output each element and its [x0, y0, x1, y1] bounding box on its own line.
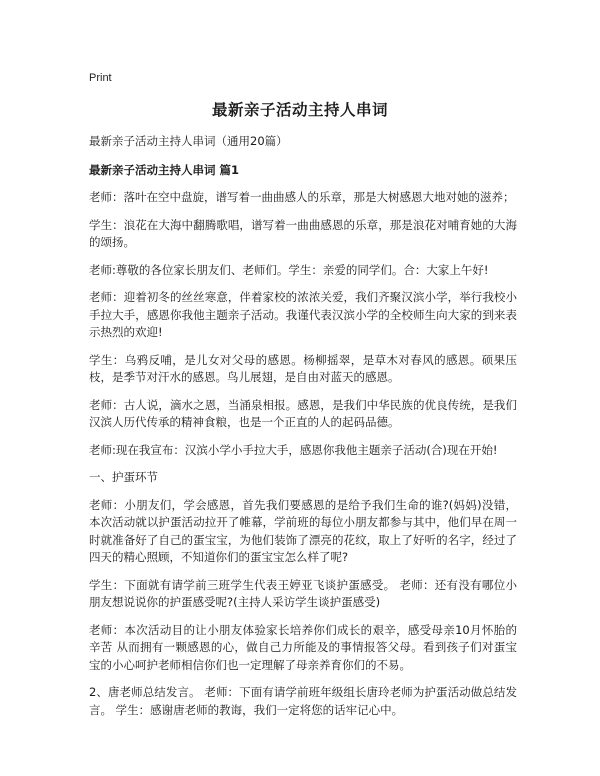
- print-link[interactable]: Print: [89, 72, 112, 84]
- document-subtitle: 最新亲子活动主持人串词（通用20篇）: [89, 134, 288, 148]
- paragraph: 学生：浪花在大海中翻腾歌唱，谱写着一曲曲感恩的乐章，那是浪花对哺育她的大海的颂扬。: [89, 217, 517, 249]
- paragraph: 老师：本次活动目的让小朋友体验家长培养你们成长的艰辛，感受母亲10月怀胎的辛苦 从而拥有一颗感恩的心，做自己力所能及的事情报答父母。看到孩子们对蛋宝宝的小心呵护老师相信你们也一定理解了母亲养育你们的不易。: [89, 622, 517, 672]
- paragraph: 老师:现在我宣布：汉滨小学小手拉大手，感恩你我他主题亲子活动(合)现在开始!: [89, 442, 498, 457]
- paragraph: 学生：乌鸦反哺，是儿女对父母的感恩。杨柳摇翠，是草木对春风的感恩。硕果压枝，是季节对汗水的感恩。鸟儿展翅，是自由对蓝天的感恩。: [89, 352, 517, 384]
- paragraph: 老师:尊敬的各位家长朋友们、老师们。学生：亲爱的同学们。合：大家上午好!: [89, 262, 489, 277]
- paragraph: 学生：下面就有请学前三班学生代表王婷亚飞谈护蛋感受。 老师：还有没有哪位小朋友想说说你的护蛋感受呢?(主持人采访学生谈护蛋感受): [89, 577, 517, 609]
- document-body: [89, 189, 517, 729]
- subsection-heading: 一、护蛋环节: [89, 470, 158, 484]
- section-heading: 最新亲子活动主持人串词 篇1: [89, 163, 240, 177]
- paragraph: 老师：小朋友们，学会感恩，首先我们要感恩的是给予我们生命的谁?(妈妈)没错，本次活动就以护蛋活动拉开了帷幕，学前班的每位小朋友都参与其中，他们早在周一时就准备好了自己的蛋宝宝，为他们装饰了漂亮的花纹，取上了好听的名字，经过了四天的精心照顾，不知道你们的蛋宝宝怎么样了呢?: [89, 497, 517, 564]
- paragraph: 2、唐老师总结发言。 老师：下面有请学前班年级组长唐玲老师为护蛋活动做总结发言。 学生：感谢唐老师的教诲，我们一定将您的话牢记心中。: [89, 685, 517, 717]
- document-title: 最新亲子活动主持人串词: [211, 101, 388, 119]
- paragraph: 老师：古人说，滴水之恩，当涌泉相报。感恩，是我们中华民族的优良传统，是我们汉滨人历代传承的精神食粮，也是一个正直的人的起码品德。: [89, 397, 517, 429]
- paragraph: 老师：落叶在空中盘旋，谱写着一曲曲感人的乐章，那是大树感恩大地对她的滋养；: [89, 190, 515, 204]
- paragraph: 老师：迎着初冬的丝丝寒意，伴着家校的浓浓关爱，我们齐聚汉滨小学，举行我校小手拉大手，感恩你我他主题亲子活动。我谨代表汉滨小学的全校师生向大家的到来表示热烈的欢迎!: [89, 290, 517, 339]
